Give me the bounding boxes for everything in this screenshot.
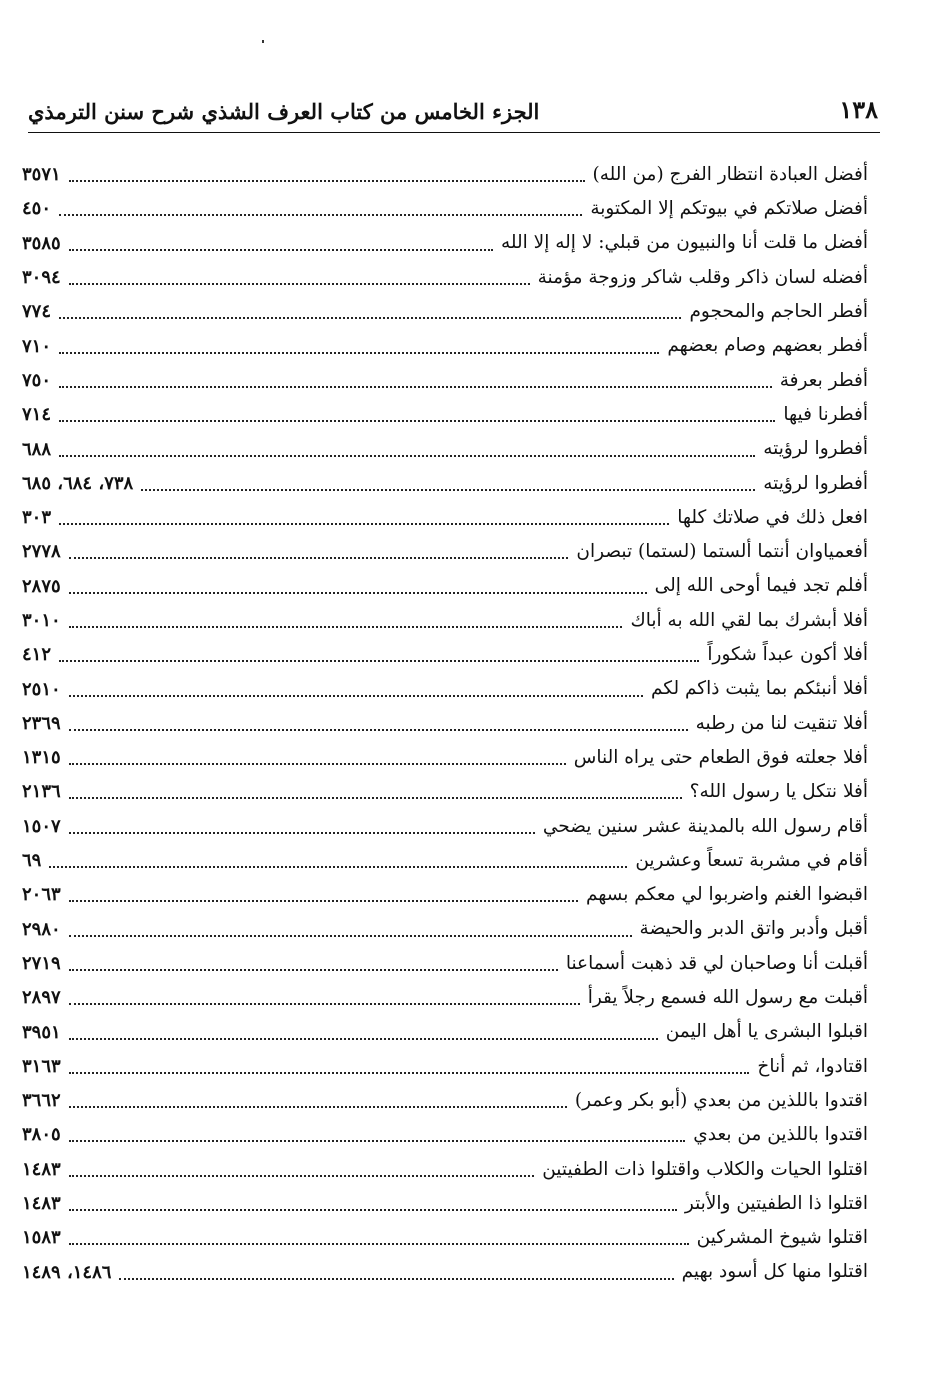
entry-hadith-numbers: ٢٧٧٨	[22, 541, 61, 563]
entry-hadith-numbers: ٢٣٦٩	[22, 712, 61, 734]
entry-hadith-numbers: ١٣١٥	[22, 747, 61, 769]
index-entry	[22, 1256, 868, 1290]
dot-leader	[69, 763, 566, 765]
hadith-index-list	[22, 158, 868, 1290]
index-entry	[22, 604, 868, 638]
index-entry	[22, 535, 868, 569]
index-entry	[22, 981, 868, 1015]
entry-text: اقتلوا منها كل أسود بهيم	[681, 1261, 868, 1283]
dot-leader	[69, 1072, 750, 1074]
entry-text: أفطرنا فيها	[783, 403, 868, 425]
dot-leader	[59, 386, 772, 388]
entry-text: أفلا أكون عبداً شكوراً	[707, 644, 868, 666]
entry-hadith-numbers: ٢١٣٦	[22, 781, 61, 803]
index-entry	[22, 810, 868, 844]
dot-leader	[69, 797, 682, 799]
dot-leader	[69, 900, 578, 902]
dot-leader	[69, 557, 569, 559]
entry-text: افعل ذلك في صلاتك كلها	[677, 506, 868, 528]
header-rule	[28, 132, 880, 133]
dot-leader	[59, 317, 681, 319]
entry-hadith-numbers: ٧١٤	[22, 404, 52, 426]
entry-hadith-numbers: ٢٨٩٧	[22, 987, 61, 1009]
entry-hadith-numbers: ٣٠٩٤	[22, 267, 61, 289]
entry-text: أفضل ما قلت أنا والنبيون من قبلي: لا إله إلا الله	[500, 232, 868, 254]
dot-leader	[69, 1175, 535, 1177]
entry-hadith-numbers: ٧٣٨، ٦٨٤، ٦٨٥	[22, 472, 134, 494]
dot-leader	[59, 420, 775, 422]
entry-hadith-numbers: ٤٥٠	[22, 198, 52, 220]
dot-leader	[69, 626, 623, 628]
dot-leader	[69, 249, 493, 251]
dot-leader	[49, 866, 627, 868]
dot-leader	[69, 283, 530, 285]
entry-hadith-numbers: ٣٦٦٢	[22, 1090, 61, 1112]
entry-hadith-numbers: ٧٥٠	[22, 369, 52, 391]
entry-hadith-numbers: ٢٨٧٥	[22, 575, 61, 597]
entry-text: أفطر بعضهم وصام بعضهم	[667, 335, 868, 357]
dot-leader	[59, 352, 659, 354]
index-entry	[22, 398, 868, 432]
entry-hadith-numbers: ١٥٠٧	[22, 815, 61, 837]
page-number: ١٣٨	[839, 95, 878, 124]
entry-hadith-numbers: ٢٠٦٣	[22, 884, 61, 906]
index-entry	[22, 1050, 868, 1084]
index-entry	[22, 1118, 868, 1152]
entry-hadith-numbers: ٣٥٨٥	[22, 232, 61, 254]
index-entry	[22, 192, 868, 226]
index-entry	[22, 570, 868, 604]
index-entry	[22, 947, 868, 981]
entry-hadith-numbers: ٧٧٤	[22, 301, 52, 323]
index-entry	[22, 467, 868, 501]
entry-text: أفطروا لرؤيته	[763, 472, 868, 494]
dot-leader	[69, 180, 585, 182]
index-entry	[22, 329, 868, 363]
entry-text: أفلا أبشرك بما لقي الله به أباك	[630, 609, 868, 631]
entry-text: اقتلوا شيوخ المشركين	[696, 1227, 868, 1249]
entry-text: اقبضوا الغنم واضربوا لي معكم بسهم	[585, 884, 868, 906]
entry-text: اقتادوا، ثم أناخ	[757, 1055, 868, 1077]
entry-text: أفطروا لرؤيته	[763, 438, 868, 460]
entry-text: اقتدوا باللذين من بعدي	[693, 1124, 868, 1146]
entry-hadith-numbers: ٦٨٨	[22, 438, 52, 460]
dot-leader	[69, 1038, 658, 1040]
entry-text: أفضله لسان ذاكر وقلب شاكر وزوجة مؤمنة	[537, 266, 868, 288]
index-entry	[22, 707, 868, 741]
dot-leader	[69, 1209, 677, 1211]
entry-text: أقبلت مع رسول الله فسمع رجلاً يقرأ	[587, 987, 868, 1009]
entry-text: أقبل وأدبر واتق الدبر والحيضة	[639, 918, 868, 940]
entry-text: اقتدوا باللذين من بعدي (أبو بكر وعمر)	[574, 1089, 868, 1111]
entry-hadith-numbers: ٢٥١٠	[22, 678, 61, 700]
index-entry	[22, 1084, 868, 1118]
entry-text: أفلا تنقيت لنا من رطبه	[695, 712, 868, 734]
entry-hadith-numbers: ١٤٨٦، ١٤٨٩	[22, 1261, 112, 1283]
entry-hadith-numbers: ٣١٦٣	[22, 1055, 61, 1077]
dot-leader	[141, 489, 755, 491]
dot-leader	[69, 1106, 567, 1108]
entry-hadith-numbers: ٣٥٧١	[22, 164, 61, 186]
dot-leader	[69, 935, 632, 937]
entry-text: أفطر بعرفة	[779, 369, 868, 391]
index-entry	[22, 844, 868, 878]
entry-hadith-numbers: ٢٩٨٠	[22, 918, 61, 940]
entry-text: اقتلوا ذا الطفيتين والأبتر	[684, 1192, 868, 1214]
index-entry	[22, 432, 868, 466]
index-entry	[22, 1153, 868, 1187]
dot-leader	[69, 729, 688, 731]
index-entry	[22, 1187, 868, 1221]
entry-text: أفلا نتكل يا رسول الله؟	[689, 781, 868, 803]
entry-text: أفطر الحاجم والمحجوم	[689, 301, 868, 323]
index-entry	[22, 913, 868, 947]
entry-text: اقتلوا الحيات والكلاب واقتلوا ذات الطفيتين	[542, 1158, 868, 1180]
entry-text: أفضل العبادة انتظار الفرج (من الله)	[592, 163, 868, 185]
entry-hadith-numbers: ٢٧١٩	[22, 952, 61, 974]
entry-hadith-numbers: ٤١٢	[22, 644, 52, 666]
running-title: الجزء الخامس من كتاب العرف الشذي شرح سنن الترمذي	[28, 99, 540, 124]
page-header	[28, 88, 878, 124]
dot-leader	[69, 695, 643, 697]
entry-hadith-numbers: ٣٩٥١	[22, 1021, 61, 1043]
entry-text: أقام في مشربة تسعاً وعشرين	[635, 849, 868, 871]
index-entry	[22, 741, 868, 775]
entry-hadith-numbers: ١٥٨٣	[22, 1227, 61, 1249]
index-entry	[22, 1221, 868, 1255]
entry-hadith-numbers: ١٤٨٣	[22, 1193, 61, 1215]
entry-text: اقبلوا البشرى يا أهل اليمن	[665, 1021, 868, 1043]
entry-text: أقبلت أنا وصاحبان لي قد ذهبت أسماعنا	[565, 952, 868, 974]
index-entry	[22, 878, 868, 912]
index-entry	[22, 501, 868, 535]
dot-leader	[69, 969, 558, 971]
entry-text: أفلا أنبئكم بما يثبت ذاكم لكم	[650, 678, 868, 700]
entry-text: أفلم تجد فيما أوحى الله إلى	[654, 575, 868, 597]
index-entry	[22, 295, 868, 329]
entry-text: أفلا جعلته فوق الطعام حتى يراه الناس	[573, 746, 868, 768]
entry-hadith-numbers: ١٤٨٣	[22, 1158, 61, 1180]
dot-leader	[69, 1003, 580, 1005]
dot-leader	[69, 1243, 689, 1245]
index-entry	[22, 1015, 868, 1049]
index-entry	[22, 775, 868, 809]
entry-hadith-numbers: ٣٠٣	[22, 507, 52, 529]
index-entry	[22, 364, 868, 398]
dot-leader	[69, 1140, 686, 1142]
entry-text: أقام رسول الله بالمدينة عشر سنين يضحي	[542, 815, 868, 837]
dot-leader	[59, 455, 755, 457]
scan-speck	[262, 40, 264, 43]
entry-text: أفضل صلاتكم في بيوتكم إلا المكتوبة	[590, 198, 868, 220]
dot-leader	[69, 832, 535, 834]
dot-leader	[119, 1278, 673, 1280]
index-entry	[22, 261, 868, 295]
index-entry	[22, 638, 868, 672]
entry-hadith-numbers: ٦٩	[22, 850, 42, 872]
index-entry	[22, 227, 868, 261]
entry-hadith-numbers: ٣٨٠٥	[22, 1124, 61, 1146]
index-entry	[22, 672, 868, 706]
dot-leader	[69, 592, 647, 594]
dot-leader	[59, 214, 582, 216]
dot-leader	[59, 660, 699, 662]
entry-hadith-numbers: ٣٠١٠	[22, 610, 61, 631]
index-entry	[22, 158, 868, 192]
entry-hadith-numbers: ٧١٠	[22, 335, 52, 357]
entry-text: أفعمياوان أنتما ألستما (لستما) تبصران	[576, 541, 868, 563]
dot-leader	[59, 523, 669, 525]
